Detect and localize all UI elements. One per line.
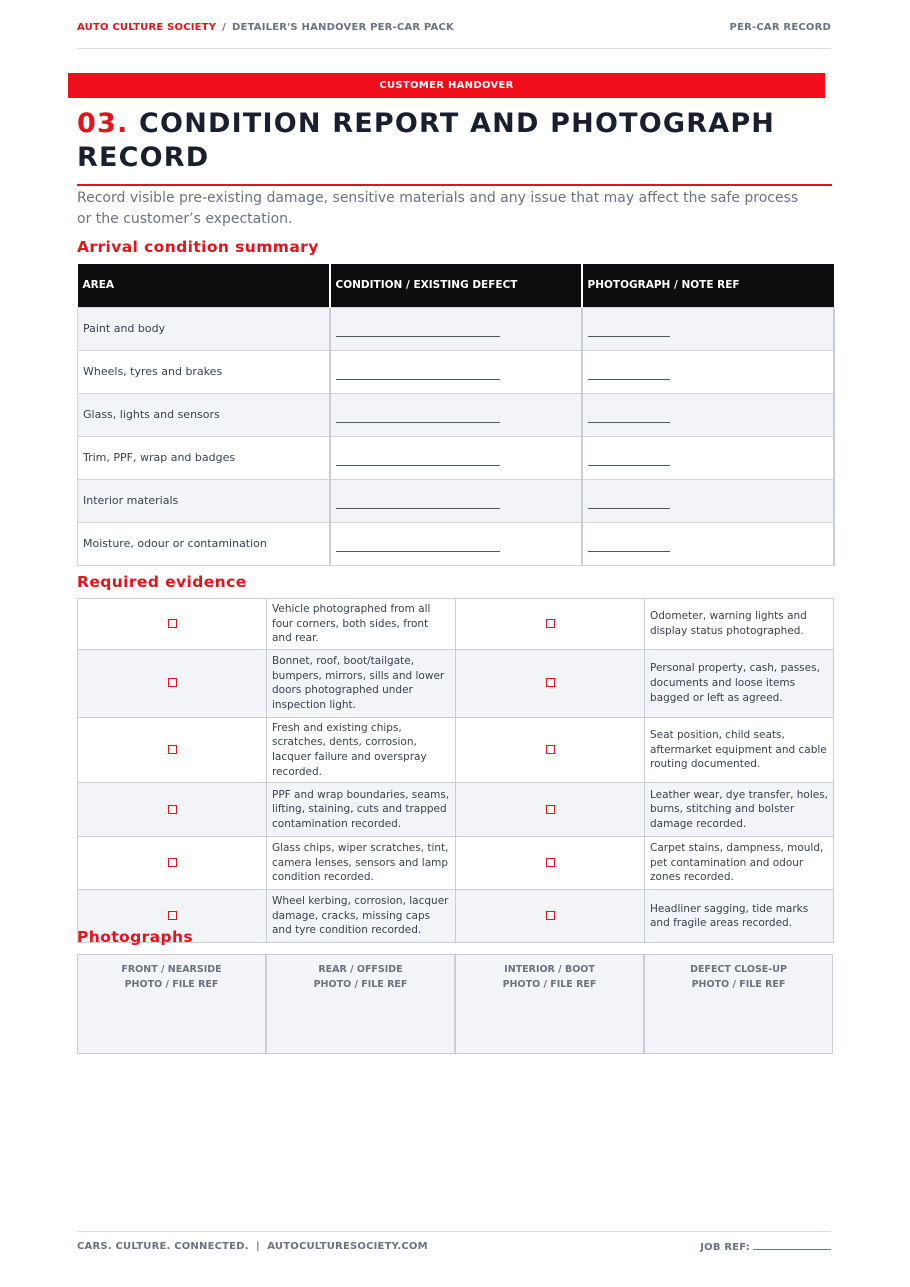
- title-divider: [77, 184, 832, 186]
- page-footer: [77, 1231, 831, 1253]
- photo-slot-front[interactable]: [78, 955, 267, 1053]
- table-row: [78, 522, 834, 565]
- photo-slot-label: FRONT / NEARSIDE: [121, 964, 222, 975]
- checkbox-icon[interactable]: [546, 911, 555, 920]
- evidence-item: Odometer, warning lights and display status photographed.: [645, 599, 834, 650]
- table-row: [78, 837, 834, 890]
- breadcrumb: [77, 22, 454, 48]
- section-number: 03.: [77, 108, 129, 139]
- checkbox-icon[interactable]: [168, 805, 177, 814]
- table-row: [78, 436, 834, 479]
- evidence-item: Vehicle photographed from all four corners, both sides, front and rear.: [267, 599, 456, 650]
- column-header-photo-ref: PHOTOGRAPH / NOTE REF: [582, 264, 834, 307]
- table-row: [78, 307, 834, 350]
- checkbox-icon[interactable]: [546, 678, 555, 687]
- checkbox-icon[interactable]: [546, 619, 555, 628]
- table-row: [78, 599, 834, 650]
- photo-ref-field[interactable]: [582, 307, 834, 350]
- photo-ref-label: PHOTO / FILE REF: [313, 979, 408, 990]
- evidence-item: Wheel kerbing, corrosion, lacquer damage, cracks, missing caps and tyre condition recorded.: [267, 890, 456, 943]
- checkbox-cell[interactable]: [456, 717, 645, 782]
- job-ref-field[interactable]: [753, 1241, 831, 1250]
- checkbox-cell[interactable]: [456, 837, 645, 890]
- table-row: [78, 479, 834, 522]
- condition-field[interactable]: [330, 479, 582, 522]
- evidence-item: Fresh and existing chips, scratches, dents, corrosion, lacquer failure and overspray recorded.: [267, 717, 456, 782]
- column-header-condition: CONDITION / EXISTING DEFECT: [330, 264, 582, 307]
- checkbox-cell[interactable]: [78, 599, 267, 650]
- evidence-heading: Required evidence: [77, 573, 247, 591]
- photo-ref-field[interactable]: [582, 350, 834, 393]
- checkbox-cell[interactable]: [456, 890, 645, 943]
- area-label: Trim, PPF, wrap and badges: [78, 436, 330, 479]
- condition-field[interactable]: [330, 307, 582, 350]
- page-title: [77, 107, 817, 175]
- photo-ref-label: PHOTO / FILE REF: [502, 979, 597, 990]
- checkbox-cell[interactable]: [456, 599, 645, 650]
- column-header-area: AREA: [78, 264, 330, 307]
- checkbox-icon[interactable]: [168, 619, 177, 628]
- photo-slot-label: REAR / OFFSIDE: [318, 964, 403, 975]
- job-ref-label: JOB REF:: [700, 1242, 750, 1253]
- table-row: [78, 649, 834, 717]
- condition-heading: Arrival condition summary: [77, 238, 319, 256]
- table-row: [78, 717, 834, 782]
- evidence-item: Leather wear, dye transfer, holes, burns, stitching and bolster damage recorded.: [645, 783, 834, 837]
- condition-field[interactable]: [330, 393, 582, 436]
- photo-ref-field[interactable]: [582, 479, 834, 522]
- area-label: Moisture, odour or contamination: [78, 522, 330, 565]
- evidence-item: Carpet stains, dampness, mould, pet contamination and odour zones recorded.: [645, 837, 834, 890]
- photo-ref-field[interactable]: [582, 393, 834, 436]
- checkbox-cell[interactable]: [78, 649, 267, 717]
- photo-slot-defect[interactable]: [645, 955, 832, 1053]
- record-label: PER-CAR RECORD: [729, 22, 831, 33]
- table-row: [78, 783, 834, 837]
- area-label: Wheels, tyres and brakes: [78, 350, 330, 393]
- condition-table: [77, 264, 835, 566]
- table-row: [78, 393, 834, 436]
- intro-text: Record visible pre-existing damage, sensitive materials and any issue that may affect the safe process or the customer’s expectation.: [77, 190, 799, 227]
- photographs-heading: Photographs: [77, 928, 194, 946]
- photo-ref-label: PHOTO / FILE REF: [691, 979, 786, 990]
- section-banner: CUSTOMER HANDOVER: [68, 73, 825, 98]
- title-text: CONDITION REPORT AND PHOTOGRAPH RECORD: [77, 108, 776, 173]
- footer-tagline: CARS. CULTURE. CONNECTED. | AUTOCULTURESOCIETY.COM: [77, 1241, 428, 1252]
- pack-name: DETAILER'S HANDOVER PER-CAR PACK: [232, 22, 454, 33]
- table-row: [78, 350, 834, 393]
- checkbox-cell[interactable]: [78, 717, 267, 782]
- photo-slot-label: INTERIOR / BOOT: [504, 964, 595, 975]
- evidence-item: PPF and wrap boundaries, seams, lifting, staining, cuts and trapped contamination recorded.: [267, 783, 456, 837]
- photo-slot-rear[interactable]: [267, 955, 456, 1053]
- area-label: Paint and body: [78, 307, 330, 350]
- checkbox-icon[interactable]: [546, 805, 555, 814]
- checkbox-icon[interactable]: [546, 745, 555, 754]
- checkbox-icon[interactable]: [168, 858, 177, 867]
- page-header: [77, 22, 831, 49]
- photo-grid: [77, 954, 833, 1054]
- photo-slot-interior[interactable]: [456, 955, 645, 1053]
- evidence-item: Glass chips, wiper scratches, tint, camera lenses, sensors and lamp condition recorded.: [267, 837, 456, 890]
- checkbox-icon[interactable]: [168, 745, 177, 754]
- photo-slot-label: DEFECT CLOSE-UP: [690, 964, 787, 975]
- condition-field[interactable]: [330, 522, 582, 565]
- evidence-item: Bonnet, roof, boot/tailgate, bumpers, mirrors, sills and lower doors photographed under inspection light.: [267, 649, 456, 717]
- checkbox-cell[interactable]: [78, 837, 267, 890]
- checkbox-icon[interactable]: [168, 911, 177, 920]
- evidence-checklist: [77, 598, 834, 943]
- evidence-item: Seat position, child seats, aftermarket equipment and cable routing documented.: [645, 717, 834, 782]
- area-label: Interior materials: [78, 479, 330, 522]
- breadcrumb-separator: /: [222, 22, 227, 33]
- evidence-item: Personal property, cash, passes, documents and loose items bagged or left as agreed.: [645, 649, 834, 717]
- checkbox-cell[interactable]: [456, 783, 645, 837]
- job-ref: [700, 1241, 831, 1253]
- checkbox-cell[interactable]: [78, 783, 267, 837]
- evidence-item: Headliner sagging, tide marks and fragile areas recorded.: [645, 890, 834, 943]
- brand-name: AUTO CULTURE SOCIETY: [77, 22, 217, 33]
- area-label: Glass, lights and sensors: [78, 393, 330, 436]
- checkbox-icon[interactable]: [546, 858, 555, 867]
- checkbox-icon[interactable]: [168, 678, 177, 687]
- photo-ref-field[interactable]: [582, 436, 834, 479]
- photo-ref-label: PHOTO / FILE REF: [124, 979, 219, 990]
- condition-field[interactable]: [330, 436, 582, 479]
- photo-ref-field[interactable]: [582, 522, 834, 565]
- checkbox-cell[interactable]: [456, 649, 645, 717]
- condition-field[interactable]: [330, 350, 582, 393]
